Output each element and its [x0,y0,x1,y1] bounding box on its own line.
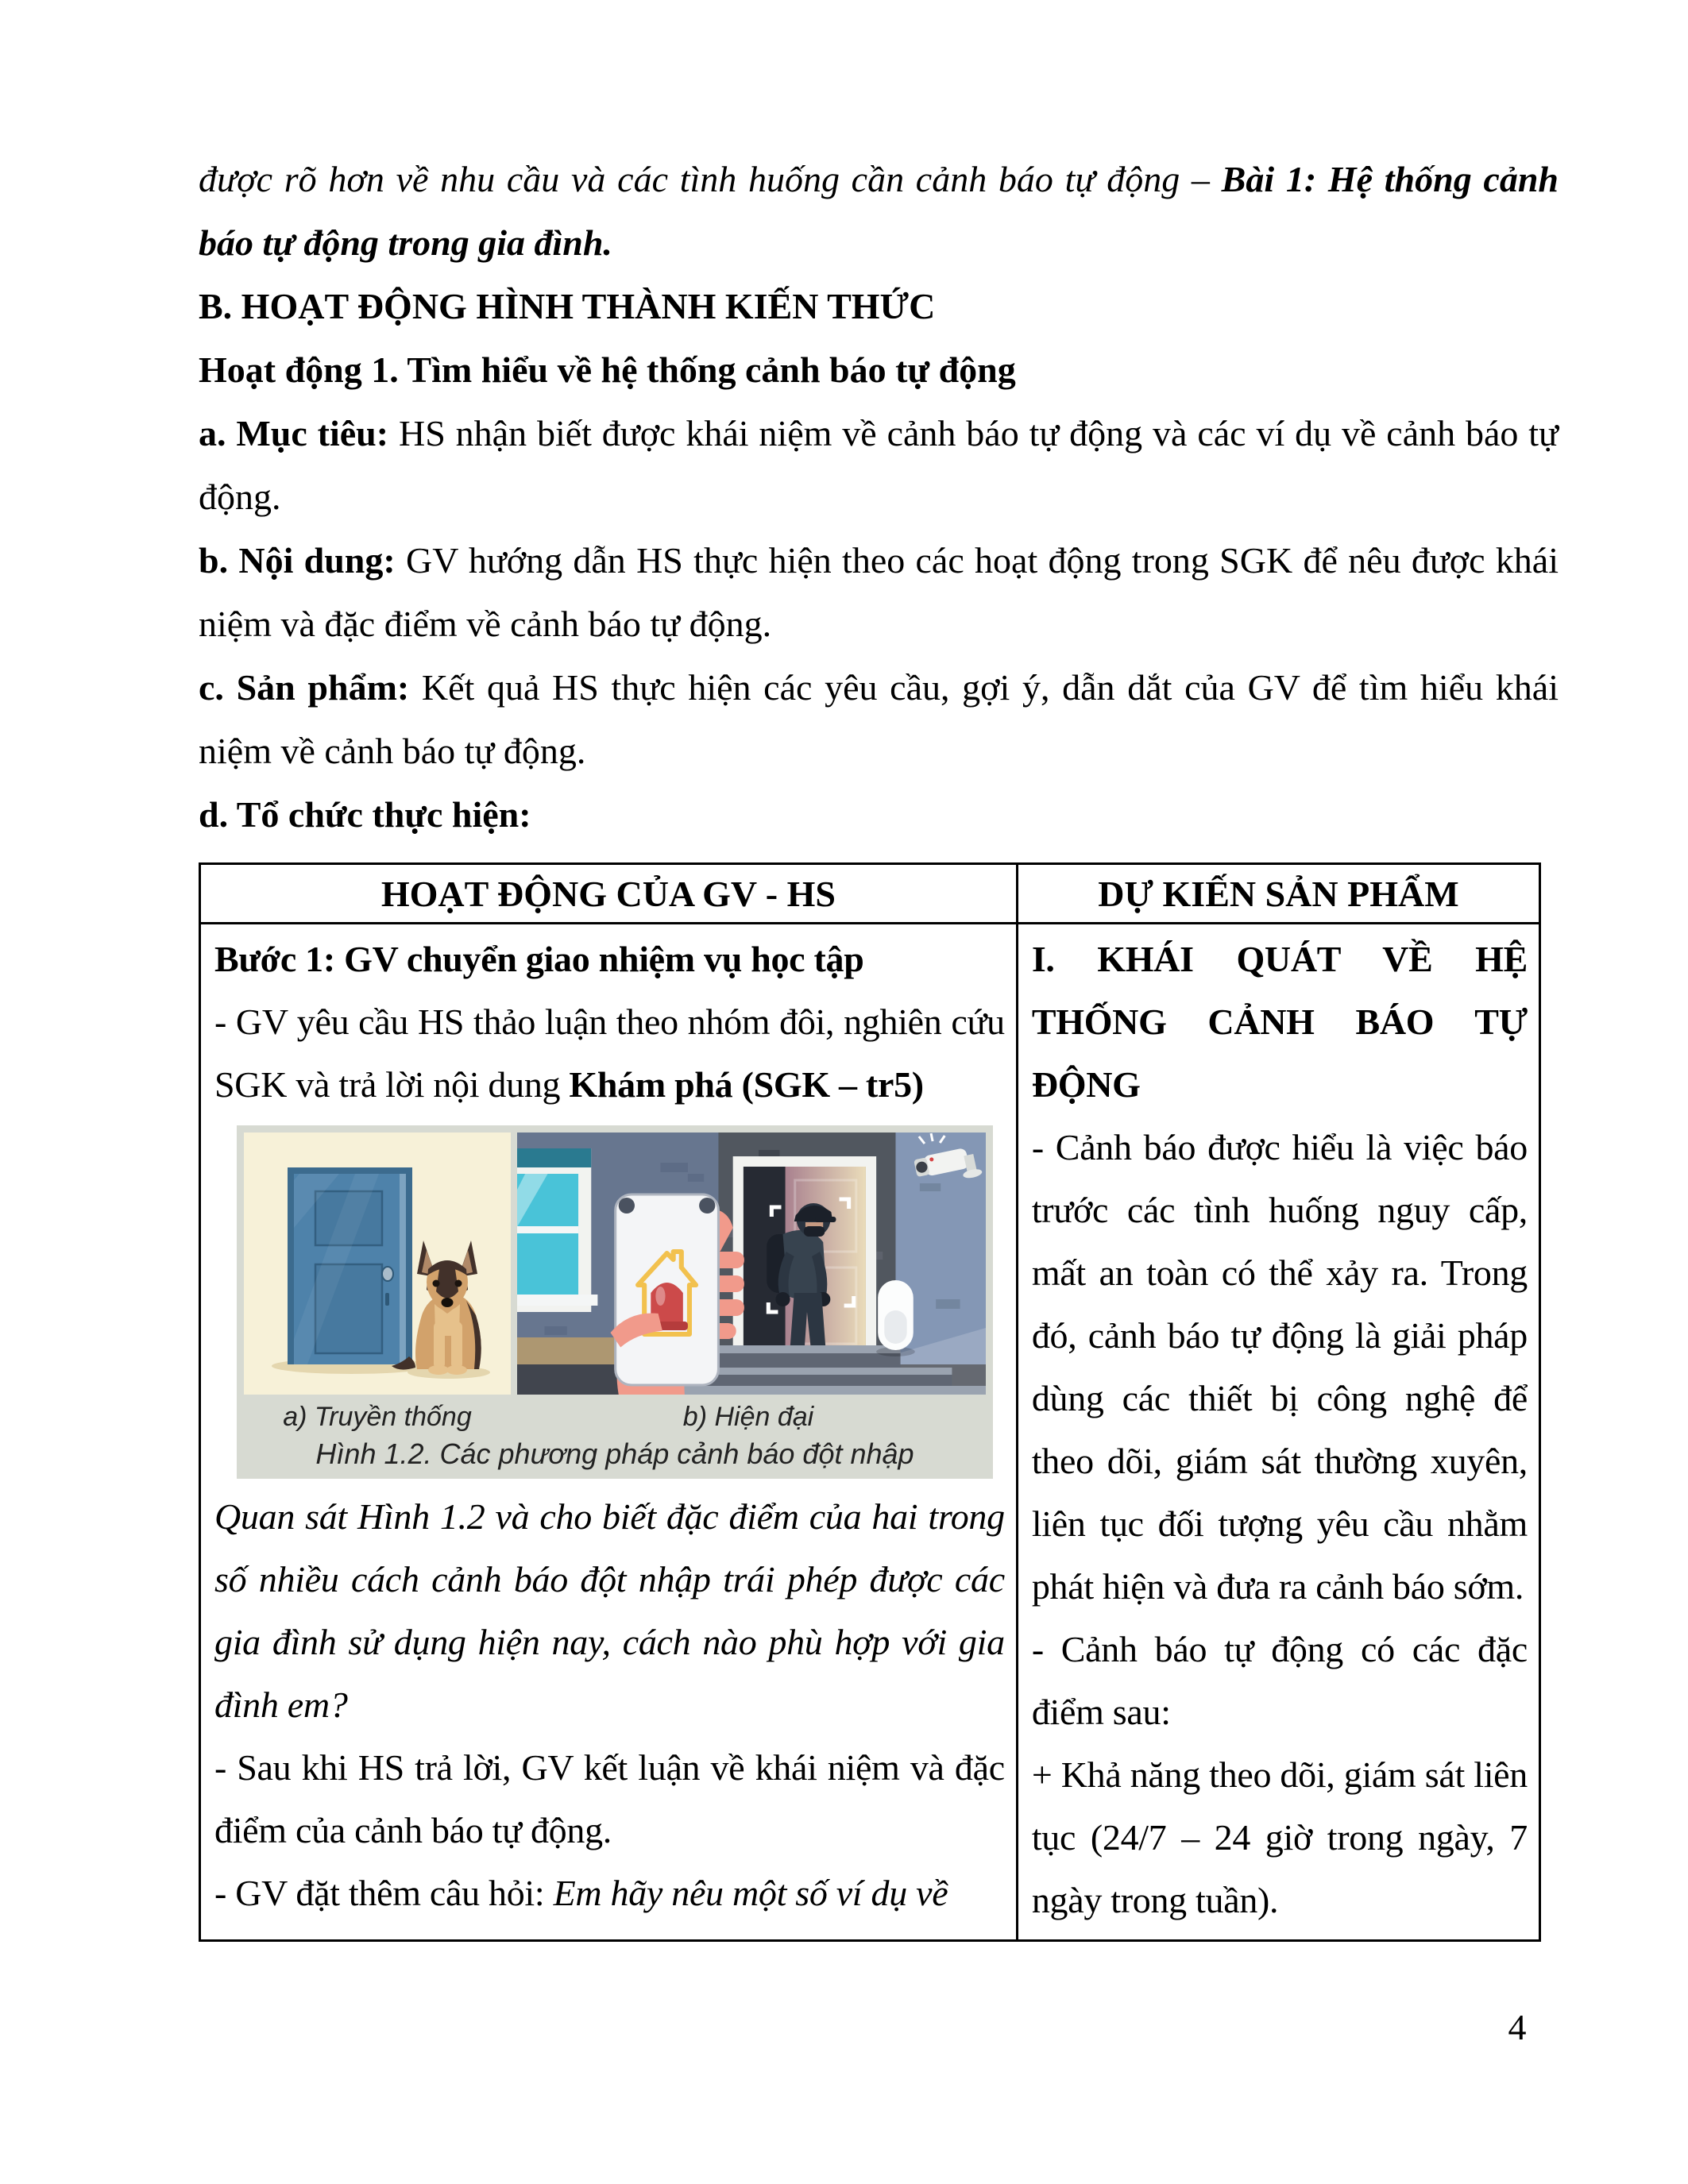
window [517,1148,597,1312]
conclusion-paragraph: - Sau khi HS trả lời, GV kết luận về khái niệm và đặc điểm của cảnh báo tự động. [214,1747,1005,1850]
page-number: 4 [1508,2007,1527,2047]
extra-question-italic-run: Em hãy nêu một số ví dụ về [553,1873,948,1913]
item-c-label: c. Sản phẩm: [199,667,410,708]
heading-activity-1: Hoạt động 1. Tìm hiểu về hệ thống cảnh báo tự động [199,349,1016,390]
smartphone-alert-screen [616,1194,719,1385]
extra-question-paragraph [214,1862,1005,1924]
cell-expected-products [1017,924,1539,1941]
intro-paragraph [199,148,1559,275]
item-a-label: a. Mục tiêu: [199,413,389,453]
item-san-pham [199,656,1559,783]
task-bold-run: Khám phá (SGK – tr5) [569,1064,924,1105]
traditional-guard-dog-illustration [244,1133,511,1395]
figure-hinh-1-2 [237,1125,993,1479]
section-i-heading: I. KHÁI QUÁT VỀ HỆ THỐNG CẢNH BÁO TỰ ĐỘNG [1031,939,1528,1105]
modern-smart-alert-illustration [517,1133,986,1395]
figure-sublabels [244,1401,986,1433]
table-body-row [200,924,1540,1941]
observe-question: Quan sát Hình 1.2 và cho biết đặc điểm của hai trong số nhiều cách cảnh báo đột nhập trái phép được các gia đình sử dụng hiện nay, cách nào phù hợp với gia đình em? [214,1496,1005,1725]
blue-door [288,1167,412,1364]
heading-section-b: B. HOẠT ĐỘNG HÌNH THÀNH KIẾN THỨC [199,286,936,326]
figure-caption: Hình 1.2. Các phương pháp cảnh báo đột nhập [315,1437,914,1470]
cell-gv-hs-activities [200,924,1018,1941]
figure-label-a: a) Truyền thống [283,1402,472,1432]
item-a-text: HS nhận biết được khái niệm về cảnh báo tự động và các ví dụ về cảnh báo tự động. [199,413,1559,517]
task-normal-run: - GV yêu cầu HS thảo luận theo nhóm đôi, nghiên cứu SGK và trả lời nội dung [214,1001,1005,1105]
figure-photos [244,1133,986,1395]
item-c-text: Kết quả HS thực hiện các yêu cầu, gợi ý, dẫn dắt của GV để tìm hiểu khái niệm về cảnh báo tự động. [199,667,1559,771]
intro-italic-run: được rõ hơn về nhu cầu và các tình huống cần cảnh báo tự động – [199,159,1222,199]
intro-bold-italic-run: Bài 1: Hệ thống cảnh báo tự động trong gia đình. [199,159,1559,263]
item-b-text: GV hướng dẫn HS thực hiện theo các hoạt động trong SGK để nêu được khái niệm và đặc điểm về cảnh báo tự động. [199,540,1559,644]
figure-label-b: b) Hiện đại [682,1402,814,1432]
definition-paragraph: - Cảnh báo được hiểu là việc báo trước các tình huống nguy cấp, mất an toàn có thể xảy ra. Trong đó, cảnh báo tự động là giải pháp dùng các thiết bị công nghệ để theo dõi, giám sát thường xuyên, liên tục đối tượng yêu cầu nhằm phát hiện và đưa ra cảnh báo sớm. [1031,1127,1528,1607]
table-header-gv-hs: HOẠT ĐỘNG CỦA GV - HS [200,864,1018,924]
item-muc-tieu [199,402,1559,529]
features-intro-paragraph: - Cảnh báo tự động có các đặc điểm sau: [1031,1629,1528,1732]
task-paragraph [214,990,1005,1116]
item-noi-dung [199,529,1559,656]
activity-table [199,862,1541,1942]
feature-monitoring-paragraph: + Khả năng theo dõi, giám sát liên tục (24/7 – 24 giờ trong ngày, 7 ngày trong tuần). [1031,1754,1528,1920]
item-to-chuc: d. Tổ chức thực hiện: [199,794,531,835]
table-header-du-kien: DỰ KIẾN SẢN PHẨM [1017,864,1539,924]
page-content [199,148,1559,1942]
extra-question-normal-run: - GV đặt thêm câu hỏi: [214,1873,554,1913]
table-header-row [200,864,1540,924]
item-b-label: b. Nội dung: [199,540,396,581]
step-1-heading: Bước 1: GV chuyển giao nhiệm vụ học tập [214,939,864,979]
